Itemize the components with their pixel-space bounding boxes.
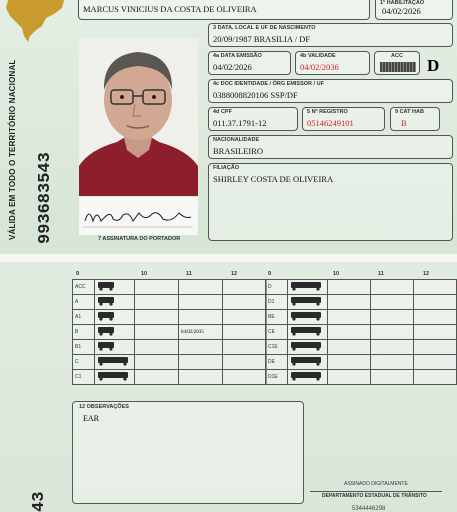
cpf-value: 011.37.1791-12 [213, 118, 267, 128]
vehicle-cell [95, 355, 135, 370]
cpf-label: 4d CPF [213, 109, 232, 115]
left-head-10: 10 [141, 271, 148, 277]
registration-field [302, 107, 385, 131]
signature-box [79, 197, 198, 235]
registration-value: 05146249101 [307, 118, 354, 128]
category-c12-cell [413, 325, 456, 340]
category-letter: D [427, 56, 440, 75]
valid-territory-text: VÁLIDA EM TODO O TERRITÓRIO NACIONAL [8, 59, 17, 240]
category-c12-cell [223, 310, 267, 325]
moped-icon [97, 281, 115, 291]
category-c10-cell [135, 280, 179, 295]
right-row-d [266, 280, 457, 295]
cat-hab-value: B [401, 118, 407, 128]
category-code: BE [266, 310, 288, 325]
doc-id-label: 4c DOC IDENTIDADE / ÓRG EMISSOR / UF [213, 81, 324, 87]
holder-photo [79, 38, 198, 196]
nationality-label: NACIONALIDADE [213, 137, 260, 143]
left-row-acc [73, 280, 267, 295]
vehicle-cell [287, 280, 327, 295]
small-truck-icon [97, 371, 129, 381]
category-c11-cell [179, 370, 223, 385]
left-row-c [73, 355, 267, 370]
small-truck-trailer-icon [290, 341, 322, 351]
signature-line [310, 491, 442, 492]
category-c12-cell [223, 370, 267, 385]
category-code: DE [266, 355, 288, 370]
category-c11-cell [370, 310, 413, 325]
issue-date-field [208, 51, 291, 75]
left-head-9: 9 [76, 271, 80, 277]
left-category-table [72, 279, 267, 385]
back-vertical-number: 43 [30, 491, 49, 512]
observations-label: 12 OBSERVAÇÕES [79, 404, 129, 410]
category-code: D1 [266, 295, 288, 310]
category-c10-cell [327, 370, 370, 385]
left-head-11: 11 [186, 271, 192, 277]
observations-field [72, 401, 304, 504]
category-c11-cell [370, 370, 413, 385]
category-code: C1 [73, 370, 95, 385]
tricycle-icon [97, 341, 115, 351]
bus-icon [290, 281, 322, 291]
right-row-be [266, 310, 457, 325]
motorcycle-icon [97, 296, 115, 306]
right-head-12: 12 [423, 271, 430, 277]
vehicle-cell [95, 340, 135, 355]
truck-trailer-icon [290, 326, 322, 336]
birth-field [208, 23, 453, 47]
acc-label: ACC [391, 53, 403, 59]
category-code: C1E [266, 340, 288, 355]
category-code: A [73, 295, 95, 310]
category-code: B1 [73, 340, 95, 355]
cat-hab-label: 9 CAT HAB [395, 109, 424, 115]
right-row-d1e [266, 370, 457, 385]
signature-label: 7 ASSINATURA DO PORTADOR [98, 236, 181, 242]
acc-field [374, 51, 420, 75]
left-row-a [73, 295, 267, 310]
category-c10-cell [327, 355, 370, 370]
category-c12-cell [223, 340, 267, 355]
registration-label: 5 Nº REGISTRO [307, 109, 348, 115]
category-c11-cell [370, 280, 413, 295]
minibus-trailer-icon [290, 371, 322, 381]
vehicle-cell [287, 325, 327, 340]
first-license-label: 1ª HABILITAÇÃO [380, 0, 425, 6]
car-icon [97, 326, 115, 336]
birth-label: 3 DATA, LOCAL E UF DE NASCIMENTO [213, 25, 316, 31]
category-code: ACC [73, 280, 95, 295]
vehicle-cell [287, 355, 327, 370]
doc-id-field [208, 79, 453, 103]
name-field [78, 0, 370, 20]
category-c10-cell [135, 340, 179, 355]
category-c11-cell [179, 355, 223, 370]
category-c10-cell [135, 325, 179, 340]
bottom-number: 5344446298 [352, 506, 386, 512]
category-c10-cell [135, 355, 179, 370]
category-c10-cell [327, 310, 370, 325]
validity-label: 4b VALIDADE [300, 53, 336, 59]
category-c11-cell [370, 340, 413, 355]
right-row-de [266, 355, 457, 370]
digital-signature-label: ASSINADO DIGITALMENTE [344, 481, 408, 487]
category-c12-cell [223, 325, 267, 340]
category-c11-cell [179, 295, 223, 310]
left-row-a1 [73, 310, 267, 325]
cpf-field [208, 107, 298, 131]
left-row-b1 [73, 340, 267, 355]
issue-date-label: 4a DATA EMISSÃO [213, 53, 262, 59]
left-row-c1 [73, 370, 267, 385]
right-row-d1 [266, 295, 457, 310]
category-code: D1E [266, 370, 288, 385]
right-head-9: 9 [268, 271, 272, 277]
category-c12-cell [413, 355, 456, 370]
filiation-label: FILIAÇÃO [213, 165, 239, 171]
brazil-map-icon [6, 0, 68, 42]
category-c11-cell [179, 340, 223, 355]
category-code: C [73, 355, 95, 370]
birth-value: 20/09/1987 BRASILIA / DF [213, 34, 311, 44]
left-head-12: 12 [231, 271, 238, 277]
license-front [0, 0, 457, 254]
scooter-icon [97, 311, 115, 321]
issue-date-value: 04/02/2026 [213, 62, 252, 72]
vertical-number: 993683543 [36, 152, 55, 244]
category-code: A1 [73, 310, 95, 325]
category-c10-cell [327, 340, 370, 355]
vehicle-cell [287, 310, 327, 325]
vehicle-cell [287, 340, 327, 355]
category-c11-cell: 04/02/2035 [179, 325, 223, 340]
left-row-b [73, 325, 267, 340]
right-head-10: 10 [333, 271, 340, 277]
card-gap [0, 254, 457, 262]
category-c12-cell [413, 280, 456, 295]
category-c10-cell [135, 295, 179, 310]
right-row-ce [266, 325, 457, 340]
category-c10-cell [135, 310, 179, 325]
bus-trailer-icon [290, 356, 322, 366]
acc-pattern [380, 62, 416, 72]
category-code: B [73, 325, 95, 340]
vehicle-cell [95, 295, 135, 310]
observations-value: EAR [83, 414, 99, 423]
doc-id-value: 0388008820106 SSP/DF [213, 90, 298, 100]
first-license-field [375, 0, 453, 20]
filiation-value: SHIRLEY COSTA DE OLIVEIRA [213, 174, 334, 184]
category-c10-cell [135, 370, 179, 385]
category-c10-cell [327, 295, 370, 310]
right-category-table [265, 279, 457, 385]
minibus-icon [290, 296, 322, 306]
category-c12-cell [413, 370, 456, 385]
name-value: MARCUS VINICIUS DA COSTA DE OLIVEIRA [83, 4, 257, 14]
category-code: D [266, 280, 288, 295]
category-c12-cell [223, 280, 267, 295]
first-license-value: 04/02/2026 [382, 6, 421, 16]
vehicle-cell [95, 370, 135, 385]
category-c11-cell [179, 310, 223, 325]
validity-field [295, 51, 370, 75]
nationality-value: BRASILEIRO [213, 146, 264, 156]
portrait-image [79, 38, 198, 196]
filiation-field [208, 163, 453, 241]
validity-value: 04/02/2036 [300, 62, 339, 72]
category-c10-cell [327, 325, 370, 340]
nationality-field [208, 135, 453, 159]
handwritten-signature [79, 197, 198, 235]
category-c12-cell [413, 310, 456, 325]
category-c12-cell [223, 295, 267, 310]
vehicle-cell [287, 295, 327, 310]
category-code: CE [266, 325, 288, 340]
category-c12-cell [413, 295, 456, 310]
category-c11-cell [370, 355, 413, 370]
right-head-11: 11 [378, 271, 384, 277]
category-c12-cell [223, 355, 267, 370]
vehicle-cell [95, 325, 135, 340]
vehicle-cell [95, 310, 135, 325]
vehicle-cell [287, 370, 327, 385]
truck-icon [97, 356, 129, 366]
car-trailer-icon [290, 311, 322, 321]
department-label: DEPARTAMENTO ESTADUAL DE TRÂNSITO [322, 493, 427, 499]
category-c11-cell [179, 280, 223, 295]
cat-hab-field [390, 107, 440, 131]
category-c10-cell [327, 280, 370, 295]
category-c11-cell [370, 295, 413, 310]
category-c11-cell [370, 325, 413, 340]
right-row-c1e [266, 340, 457, 355]
vehicle-cell [95, 280, 135, 295]
category-c12-cell [413, 340, 456, 355]
